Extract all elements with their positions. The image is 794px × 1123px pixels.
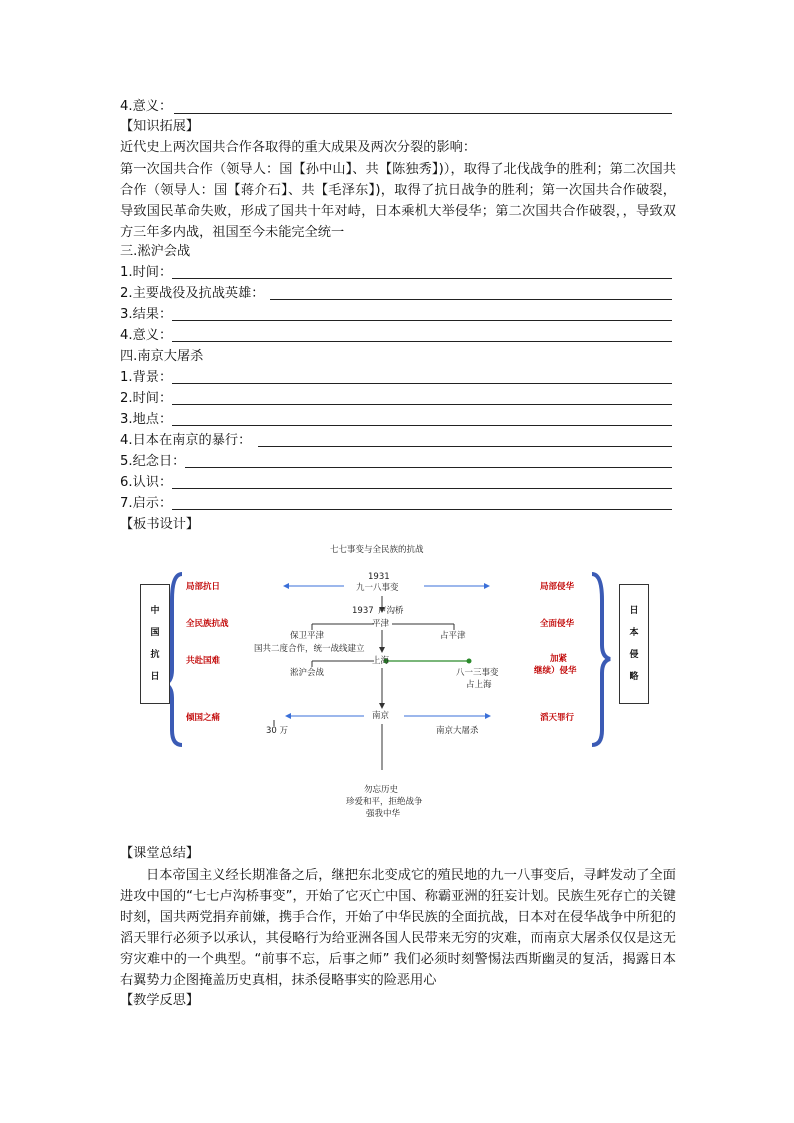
nanjing: 南京	[372, 711, 390, 721]
answer-blank[interactable]	[172, 509, 672, 510]
right-label-local: 局部侵华	[540, 582, 575, 592]
board-title: 七七事变与全民族的抗战	[330, 545, 424, 555]
cooperation: 国共二度合作，统一战线建立	[254, 644, 365, 654]
nanjing-item-atrocities: 4.日本在南京的暴行：	[120, 433, 252, 448]
nanjing-item-background: 1.背景：	[120, 370, 173, 385]
year-1937: 1937	[352, 606, 374, 616]
nanjing-item-place: 3.地点：	[120, 412, 173, 427]
thirty-wan: 30 万	[266, 726, 289, 736]
box-char: 略	[629, 672, 639, 682]
event-813: 八一三事变	[456, 668, 499, 678]
knowledge-intro: 近代史上两次国共合作各取得的重大成果及两次分裂的影响：	[120, 140, 477, 155]
summary-body	[120, 865, 676, 991]
right-brace	[592, 574, 610, 745]
knowledge-body-text: 第一次国共合作（领导人：国【孙中山】、共【陈独秀】)），取得了北伐战争的胜利；第二次国共合作（领导人：国【蒋介石】、共【毛泽东】)，取得了抗日战争的胜利；第一次国共合作破裂，导致国民革命失败，形成了国共十年对峙，日本乘机大举侵华；第二次国共合作破裂，，导致双方三年多内战，祖国至今未能完全统一	[120, 162, 676, 240]
nanjing-heading: 四.南京大屠杀	[120, 349, 204, 364]
board-heading: 【板书设计】	[120, 517, 200, 532]
songhu-battle: 淞沪会战	[290, 668, 325, 678]
nanjing-item-understanding: 6.认识：	[120, 475, 173, 490]
songhu-item-meaning: 4.意义：	[120, 328, 173, 343]
answer-blank[interactable]	[270, 299, 672, 300]
knowledge-body	[120, 159, 676, 243]
box-char: 侵	[629, 650, 639, 660]
answer-blank[interactable]	[172, 278, 672, 279]
left-label-pain: 倾国之痛	[186, 713, 221, 723]
right-label-continue: 继续）侵华	[534, 666, 577, 676]
box-char: 日	[629, 606, 639, 616]
japan-invasion-box	[619, 584, 649, 704]
answer-blank[interactable]	[172, 425, 672, 426]
shanghai: 上海	[372, 656, 390, 666]
songhu-heading: 三.淞沪会战	[120, 244, 191, 259]
summary-body-text: 日本帝国主义经长期准备之后，继把东北变成它的殖民地的九一八事变后，寻衅发动了全面进攻中国的“七七卢沟桥事变”，开始了它灭亡中国、称霸亚洲的狂妄计划。民族生死存亡的关键时刻，国共两党捐弃前嫌，携手合作，开始了中华民族的全面抗战，日本对在侵华战争中所犯的滔天罪行必须予以承认，其侵略行为给亚洲各国人民带来无穷的灾难，而南京大屠杀仅仅是这无穷灾难中的一个典型。“前事不忘，后事之师” 我们必须时刻警惕法西斯幽灵的复活，揭露日本右翼势力企图掩盖历史真相，抹杀侵略事实的险恶用心	[120, 868, 676, 988]
right-label-crime: 滔天罪行	[540, 713, 575, 723]
nanjing-massacre: 南京大屠杀	[436, 726, 479, 736]
event-918: 九一八事变	[356, 583, 399, 593]
section4-label: 4.意义：	[120, 99, 173, 114]
right-label-full: 全面侵华	[540, 619, 575, 629]
right-label-intensify: 加紧	[550, 654, 568, 664]
answer-blank[interactable]	[258, 446, 672, 447]
pingjin: 平津	[372, 619, 390, 629]
box-char: 国	[150, 628, 160, 638]
closing-line-2: 珍爱和平，拒绝战争	[346, 797, 423, 807]
baowei-pingjin: 保卫平津	[290, 631, 325, 641]
answer-blank[interactable]	[172, 404, 672, 405]
board-diagram	[134, 540, 652, 830]
year-1931: 1931	[368, 572, 390, 582]
answer-blank[interactable]	[172, 383, 672, 384]
answer-blank[interactable]	[172, 488, 672, 489]
nanjing-item-memorial: 5.纪念日：	[120, 454, 186, 469]
answer-blank[interactable]	[174, 113, 672, 114]
box-char: 日	[150, 672, 160, 682]
summary-heading: 【课堂总结】	[120, 846, 200, 861]
songhu-item-result: 3.结果：	[120, 307, 173, 322]
box-char: 本	[629, 628, 639, 638]
closing-line-3: 强我中华	[366, 809, 401, 819]
nanjing-item-inspiration: 7.启示：	[120, 496, 173, 511]
zhan-shanghai: 占上海	[466, 680, 492, 690]
songhu-item-time: 1.时间：	[120, 265, 173, 280]
lugouqiao: 卢沟桥	[378, 606, 404, 616]
answer-blank[interactable]	[185, 467, 672, 468]
nanjing-item-time: 2.时间：	[120, 391, 173, 406]
songhu-item-battles: 2.主要战役及抗战英雄：	[120, 286, 265, 301]
reflection-heading: 【教学反思】	[120, 993, 200, 1008]
china-resistance-box	[140, 584, 170, 704]
box-char: 中	[150, 606, 160, 616]
knowledge-heading: 【知识拓展】	[120, 119, 200, 134]
closing-line-1: 勿忘历史	[364, 785, 399, 795]
answer-blank[interactable]	[172, 341, 672, 342]
box-char: 抗	[150, 650, 160, 660]
left-label-local: 局部抗日	[186, 582, 221, 592]
zhan-pingjin: 占平津	[440, 631, 466, 641]
left-label-full: 全民族抗战	[186, 619, 229, 629]
answer-blank[interactable]	[172, 320, 672, 321]
left-label-unite: 共赴国难	[186, 656, 221, 666]
